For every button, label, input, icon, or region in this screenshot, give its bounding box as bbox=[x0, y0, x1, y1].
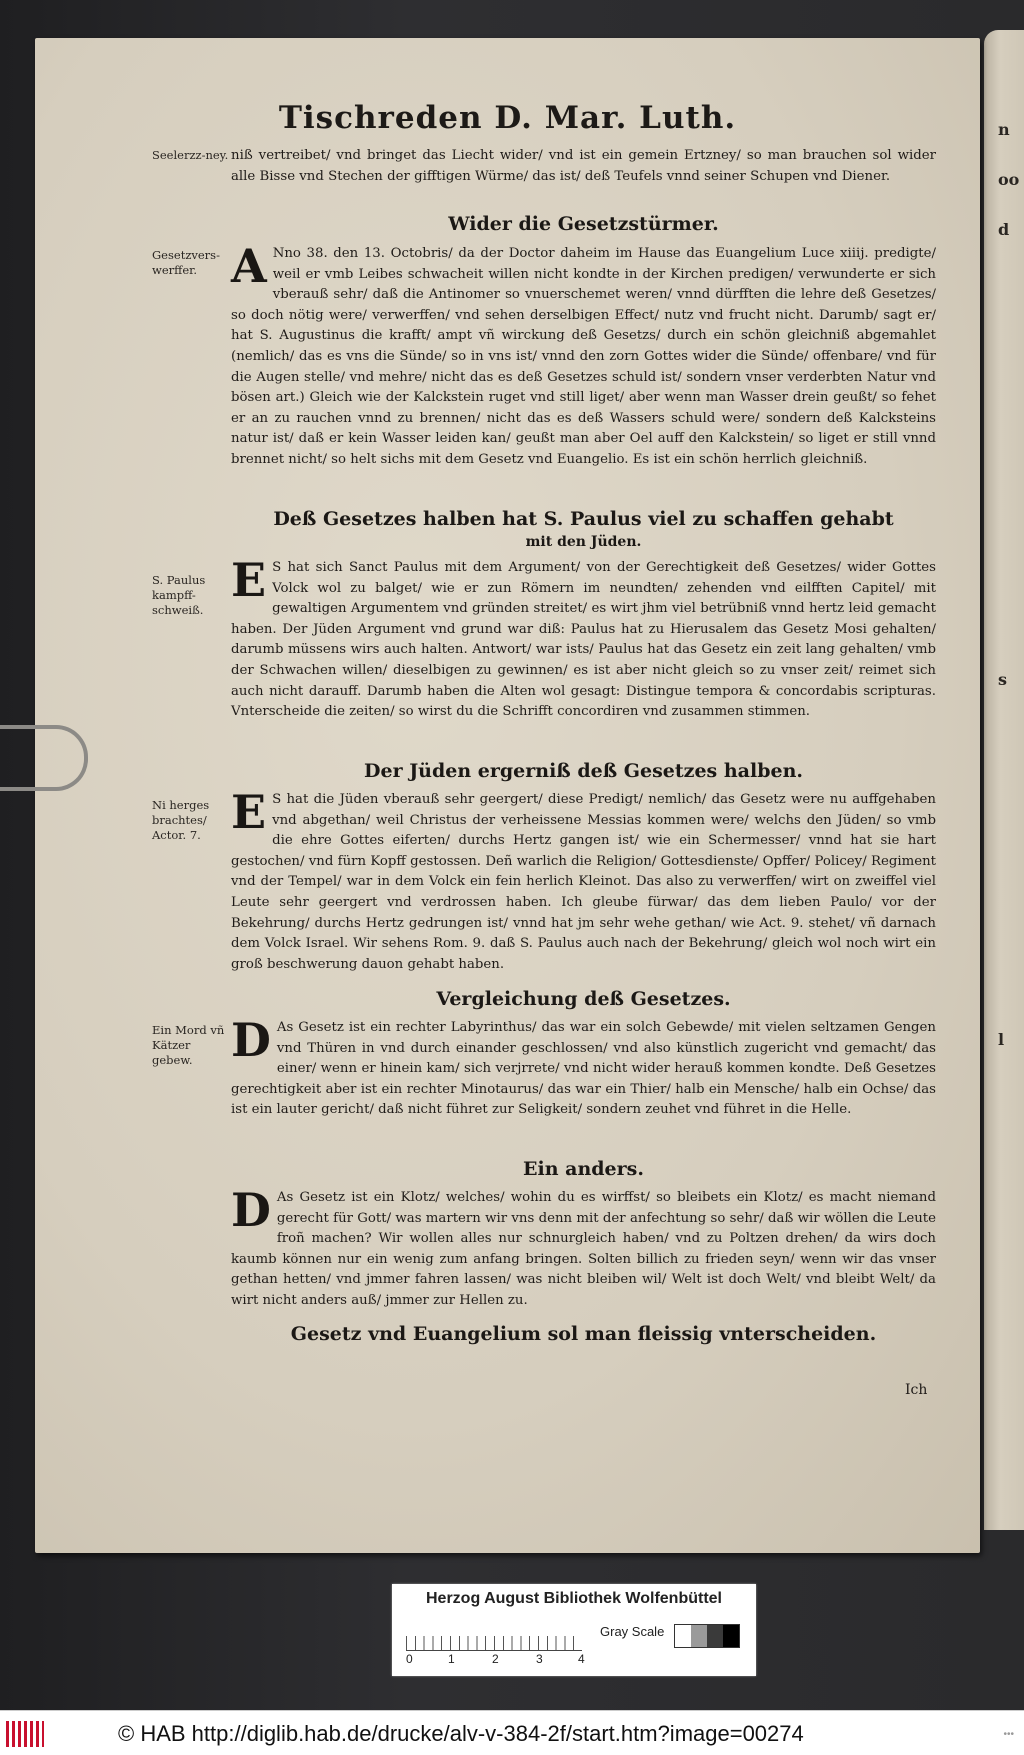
paragraph bbox=[231, 553, 936, 723]
gray-scale-label: Gray Scale bbox=[600, 1624, 665, 1639]
ruler-tick-label: 4 bbox=[578, 1652, 585, 1666]
more-icon[interactable]: ••• bbox=[1003, 1729, 1014, 1740]
paragraph bbox=[231, 785, 936, 975]
ruler-tick-label: 2 bbox=[492, 1652, 499, 1666]
catchword: Ich bbox=[905, 1382, 928, 1398]
color-calibration-target bbox=[392, 1584, 756, 1676]
paragraph-text: S hat sich Sanct Paulus mit dem Argument/ von der Gerechtigkeit deß Gesetzes/ wider Gottes Volck wol zu balget/ wie er zun Römern im neundten/ zehenden vnd eilfften Capitel/ mit gewaltigen Argumentem vnd gründen streitet/ es wirt jhm viel betrübniß vnnd hertz leid gemacht haben. Der Jüden Argument vnd grund war diß: Paulus hat zu Hierusalem das Gesetz Mosi gehalten/ darumb müssens wirs auch halten. Antwort/ war ists/ Paulus hat das Gesetz ein zeit lang gehalten/ vmb der Schwachen willen/ dieselbigen zu gewinnen/ es ist aber nicht gleich so zu vnser zeit/ reimet sich auch nicht darauff. Darumb haben die Alten wol gesagt: Distingue tempora & concordabis scripturas. Vnterscheide die zeiten/ so wirst du die Schrifft concordiren vnd zusammen stimmen. bbox=[231, 560, 936, 720]
margin-note: Ni herges brachtes/ Actor. 7. bbox=[152, 798, 210, 842]
paragraph bbox=[231, 1183, 936, 1312]
footer-bar bbox=[0, 1710, 1024, 1755]
page-clip bbox=[0, 725, 88, 791]
section-subheading: mit den Jüden. bbox=[525, 534, 642, 550]
section-heading: Ein anders. bbox=[523, 1158, 644, 1180]
margin-note: S. Paulus kampff-schweiß. bbox=[152, 573, 206, 617]
margin-note: Gesetzvers-werffer. bbox=[152, 248, 220, 277]
running-header: Tischreden D. Mar. Luth. bbox=[278, 100, 737, 136]
drop-cap: E bbox=[231, 785, 267, 839]
facing-page-letter: s bbox=[998, 670, 1008, 689]
margin-note: Ein Mord vñ Kätzer gebew. bbox=[152, 1023, 225, 1067]
paragraph-text: Nno 38. den 13. Octobris/ da der Doctor daheim im Hause das Euangelium Luce xiiij. predigte/ weil er vmb Leibes schwacheit willen nicht kondte in der Kirchen predigen/ verwunderte er sich vberauß sehr/ daß die Antinomer so vnuerschemet weren/ vnnd dürfften die lehre deß Gesetzes/ so doch nötig were/ verwerffen/ vnd sehen derselbigen Effect/ nutz vnd frucht nicht. Darumb/ sagt er/ hat S. Augustinus die krafft/ ampt vñ wirckung deß Gesetzs/ durch ein schön gleichniß abgemahlet (nemlich/ das es vns die Sünde/ so in vns ist/ vnnd den zorn Gottes wider die Sünde/ offenbare/ vnd für die Augen stelle/ vnd mehre/ nicht das es deß Gesetzes schuld ist/ sondern vnser verderbten Natur vnd bösen art.) Gleich wie der Kalckstein ruget vnd still liget/ aber wenn man Wasser drein geußt/ so fehet er an zu rauchen vnnd zu brennen/ nicht das es deß Wassers schuld were/ sondern deß Kalcksteins natur ist/ daß er kein Wasser leiden kan/ geußt man aber Oel auff den Kalckstein/ so liget er still vnnd brennet nicht/ so helt sichs mit dem Gesetz vnd Euangelio. Es ist ein schön herrlich gleichniß. bbox=[231, 246, 936, 467]
paragraph: niß vertreibet/ vnd bringet das Liecht wider/ vnd ist ein gemein Ertzney/ so man brauchen sol wider alle Bisse vnd Stechen der gifftigen Würme/ das ist/ deß Teufels vnnd seiner Schupen vnd Diener. bbox=[231, 148, 936, 184]
gray-swatch bbox=[707, 1625, 723, 1647]
facing-page-letter: n bbox=[998, 120, 1010, 139]
paragraph bbox=[231, 239, 936, 471]
drop-cap: D bbox=[231, 1183, 271, 1237]
drop-cap: E bbox=[231, 553, 267, 607]
gray-swatches bbox=[674, 1624, 740, 1648]
gray-swatch bbox=[723, 1625, 739, 1647]
hab-logo-icon bbox=[6, 1721, 44, 1747]
facing-page-letter: l bbox=[998, 1030, 1005, 1049]
drop-cap: A bbox=[231, 239, 267, 293]
facing-page-letter: oo bbox=[998, 170, 1020, 189]
facing-page-letter: d bbox=[998, 220, 1010, 239]
margin-note: Seelerzz-ney. bbox=[152, 148, 229, 162]
paragraph-text: As Gesetz ist ein rechter Labyrinthus/ das war ein solch Gebewde/ mit vielen seltzamen Gengen vnd Thüren in vnd durch einander geschlossen/ vnd also künstlich zugericht vnd gemacht/ das einer/ wenn er hinein kam/ sich verjrrete/ vnd nicht wider herauß kommen kondte. Deß Gesetzes gerechtigkeit aber ist ein rechter Minotaurus/ das war ein Thier/ halb ein Mensche/ halb ein Ochse/ das ist ein lauter gericht/ daß nicht führet zur Seligkeit/ sondern zeuhet vnd führet in die Helle. bbox=[231, 1020, 936, 1118]
ruler-tick-label: 0 bbox=[406, 1652, 413, 1666]
ruler-tick-label: 1 bbox=[448, 1652, 455, 1666]
facing-page-edge bbox=[984, 30, 1024, 1530]
section-heading: Deß Gesetzes halben hat S. Paulus viel zu schaffen gehabt bbox=[273, 508, 894, 530]
gray-swatch bbox=[675, 1625, 691, 1647]
section-heading: Vergleichung deß Gesetzes. bbox=[436, 988, 731, 1010]
gray-swatch bbox=[691, 1625, 707, 1647]
paragraph bbox=[231, 1013, 936, 1121]
section-heading: Wider die Gesetzstürmer. bbox=[448, 213, 719, 235]
library-name: Herzog August Bibliothek Wolfenbüttel bbox=[426, 1590, 722, 1607]
ruler-tick-label: 3 bbox=[536, 1652, 543, 1666]
section-heading: Der Jüden ergerniß deß Gesetzes halben. bbox=[364, 760, 803, 782]
paragraph-text: As Gesetz ist ein Klotz/ welches/ wohin du es wirffst/ so bleibets ein Klotz/ es macht niemand gerecht für Gott/ was martern wir vns denn mit der anfechtung so sehr/ daß wir wöllen die Leute froñ machen? Wir wollen alles nur schnurgleich haben/ vnd zu Poltzen drehen/ da wirs doch kaumb können nur ein wenig zum anfang bringen. Solten billich zu frieden seyn/ wenn wir das vnser gethan hetten/ vnd jmmer fahren lassen/ was nicht bleiben wil/ Welt ist doch Welt/ vnd bleibt Welt/ da wirt nicht anders auß/ jmmer zur Hellen zu. bbox=[231, 1190, 936, 1308]
paragraph-text: S hat die Jüden vberauß sehr geergert/ diese Predigt/ nemlich/ das Gesetz were nu auffgehaben vnd abgethan/ weil Christus der verheissene Messias kommen were/ welchs den Jüden/ so vmb die ehre Gottes eiferten/ durchs Hertz gangen ist/ wie ein Schermesser/ vnnd hat sie hart gestochen/ vnd fürn Kopff gestossen. Deñ warlich die Religion/ Gottesdienste/ Opffer/ Policey/ Regiment vnd der Tempel/ war in dem Volck ein fein herlich Kleinot. Das also zu verwerffen/ wirt on zweiffel viel Leute sehr geergert vnd verdrossen haben. Ich gleube fürwar/ das dem lieben Paulo/ vor der Bekehrung/ durchs Hertz gedrungen ist/ vnnd hat jm sehr wehe gethan/ wie Act. 9. stehet/ vñ darnach dem Volck Israel. Wir sehens Rom. 9. daß S. Paulus auch nach der Bekehrung/ gleich wol noch wirt ein groß beschwerung dauon gehabt haben. bbox=[231, 792, 936, 972]
footer-url[interactable]: © HAB http://diglib.hab.de/drucke/alv-v-384-2f/start.htm?image=00274 bbox=[118, 1721, 804, 1746]
drop-cap: D bbox=[231, 1013, 271, 1067]
book-page bbox=[35, 38, 980, 1553]
section-heading: Gesetz vnd Euangelium sol man fleissig vnterscheiden. bbox=[290, 1323, 877, 1345]
scale-ruler bbox=[406, 1620, 582, 1651]
